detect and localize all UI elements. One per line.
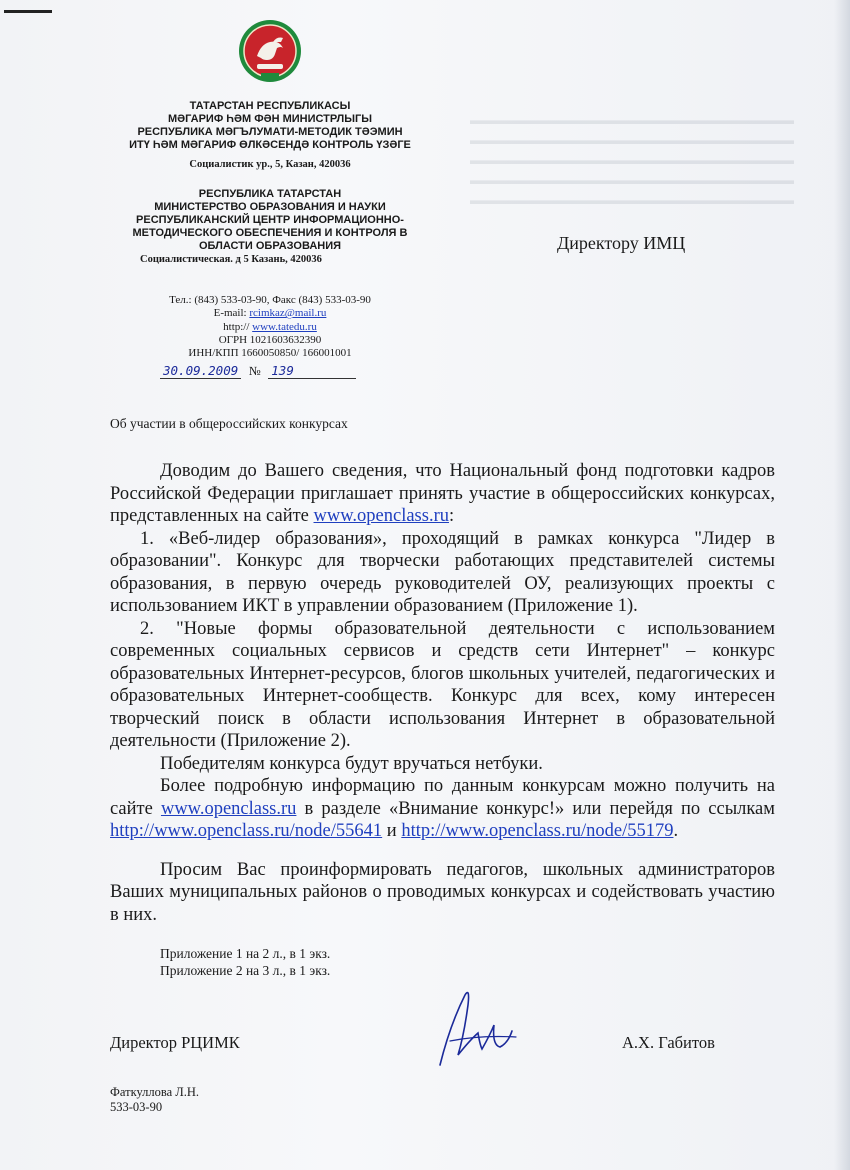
request-paragraph: Просим Вас проинформировать педагогов, школьных администраторов Ваших муниципальных районов о проводимых конкурсах и содействовать участию в них. xyxy=(110,859,775,925)
attachment-2: Приложение 2 на 3 л., в 1 экз. xyxy=(160,963,331,978)
signer-name: А.Х. Габитов xyxy=(622,1033,715,1052)
node-55179-link[interactable]: http://www.openclass.ru/node/55179 xyxy=(401,821,674,841)
russian-line-2: МИНИСТЕРСТВО ОБРАЗОВАНИЯ И НАУКИ xyxy=(154,201,386,213)
intro-text: Доводим до Вашего сведения, что Национальный фонд подготовки кадров Российской Федерации приглашает принять участие в общероссийских конкурсах, представленных на сайте xyxy=(110,461,775,526)
inn-kpp: ИНН/КПП 1660050850/ 166001001 xyxy=(188,347,352,360)
more-info-text-b: в разделе «Внимание конкурс!» или перейдя по ссылкам xyxy=(296,798,775,819)
website-line xyxy=(140,321,400,334)
tatar-address: Социалистик ур., 5, Казан, 420036 xyxy=(189,159,351,170)
executor-name: Фаткуллова Л.Н. xyxy=(110,1085,200,1099)
tatar-line-2: МӘГАРИФ ҺӘМ ФӘН МИНИСТРЛЫГЫ xyxy=(167,113,373,125)
contest-item-2: 2. "Новые формы образовательной деятельности с использованием современных социальных сервисов и средств сети Интернет" – конкурс образовательных Интернет-ресурсов, блогов школьных учителей, педагогических и образовательных Интернет-сообществ. Конкурс для всех, кому интересен творческий поиск в области использования Интернет в образовательной деятельности (Приложение 2). xyxy=(110,618,775,751)
page-edge-shadow xyxy=(834,0,850,1170)
ogrn: ОГРН 1021603632390 xyxy=(218,333,322,346)
more-info-paragraph xyxy=(110,775,775,843)
winners-paragraph: Победителям конкурса будут вручаться нетбуки. xyxy=(160,753,543,774)
phone-fax: Тел.: (843) 533-03-90, Факс (843) 533-03-90 xyxy=(169,294,371,306)
tatarstan-emblem-icon xyxy=(237,18,303,88)
russian-line-3: РЕСПУБЛИКАНСКИЙ ЦЕНТР ИНФОРМАЦИОННО- xyxy=(136,214,404,226)
tatar-header-block xyxy=(60,100,480,152)
registration-date: 30.09.2009 xyxy=(160,363,241,379)
contacts-block xyxy=(140,294,400,360)
russian-address: Социалистическая. д 5 Казань, 420036 xyxy=(140,254,322,265)
scan-mark xyxy=(4,10,52,13)
executor-block xyxy=(110,1085,199,1115)
tatar-line-4: ИТҮ ҺӘМ МӘГАРИФ ӨЛКӘСЕНДӘ КОНТРОЛЬ ҮЗӘГЕ xyxy=(129,139,411,151)
openclass-link-2[interactable]: www.openclass.ru xyxy=(160,798,297,819)
node-55641-link[interactable]: http://www.openclass.ru/node/55641 xyxy=(110,821,383,841)
openclass-link[interactable]: www.openclass.ru xyxy=(313,506,449,526)
tatar-line-1: ТАТАРСТАН РЕСПУБЛИКАСЫ xyxy=(189,100,351,112)
registration-number-value: 139 xyxy=(268,363,297,379)
russian-line-1: РЕСПУБЛИКА ТАТАРСТАН xyxy=(198,188,342,200)
attachment-1: Приложение 1 на 2 л., в 1 экз. xyxy=(160,946,331,961)
intro-paragraph xyxy=(110,460,775,528)
registration-number xyxy=(160,363,356,379)
russian-line-5: ОБЛАСТИ ОБРАЗОВАНИЯ xyxy=(198,240,342,252)
more-info-text-a: Более подробную информацию по данным конкурсам можно получить на сайте xyxy=(110,776,775,819)
executor-phone: 533-03-90 xyxy=(110,1100,163,1114)
email-line xyxy=(140,307,400,320)
russian-line-4: МЕТОДИЧЕСКОГО ОБЕСПЕЧЕНИЯ И КОНТРОЛЯ В xyxy=(132,227,408,239)
contest-item-1: 1. «Веб-лидер образования», проходящий в рамках конкурса "Лидер в образовании". Конкурс для творчески работающих представителей системы образования, в первую очередь руководителей ОУ, реализующих проекты с использованием ИКТ в управлении образованием (Приложение 1). xyxy=(110,528,775,616)
website-label: http:// xyxy=(223,320,253,333)
attachments-list xyxy=(160,945,330,979)
show-through-texture: ▬▬▬▬▬▬▬▬▬▬▬▬▬▬▬▬▬▬▬▬▬▬▬▬▬▬▬ ▬▬▬▬▬▬▬▬▬▬▬▬▬▬▬▬▬▬▬▬▬▬▬▬▬▬▬ ▬▬▬▬▬▬▬▬▬▬▬▬▬▬▬▬▬▬▬▬▬▬▬▬▬▬▬ ▬▬▬▬▬▬▬▬▬▬▬▬▬▬▬▬▬▬▬▬▬▬▬▬▬▬▬ ▬▬▬▬▬▬▬▬▬▬▬▬▬▬▬▬▬▬▬▬▬▬▬▬▬▬▬ xyxy=(470,113,794,207)
number-label: № xyxy=(248,364,261,378)
letter-subject: Об участии в общероссийских конкурсах xyxy=(110,416,348,431)
signer-position: Директор РЦИМК xyxy=(110,1033,240,1052)
tatar-line-3: РЕСПУБЛИКА МӘГЪЛУМАТИ-МЕТОДИК ТӘЭМИН xyxy=(137,126,403,138)
handwritten-signature xyxy=(420,985,530,1075)
email-label: E-mail: xyxy=(213,307,250,320)
addressee: Директору ИМЦ xyxy=(557,233,686,253)
russian-header-block xyxy=(60,188,480,253)
email-link[interactable]: rcimkaz@mail.ru xyxy=(249,307,327,320)
intro-end: : xyxy=(448,506,455,526)
letter-body xyxy=(110,460,775,926)
more-info-text-c: и xyxy=(382,821,402,841)
website-link[interactable]: www.tatedu.ru xyxy=(252,320,317,333)
more-info-end: . xyxy=(673,821,679,841)
letterhead xyxy=(60,18,480,265)
